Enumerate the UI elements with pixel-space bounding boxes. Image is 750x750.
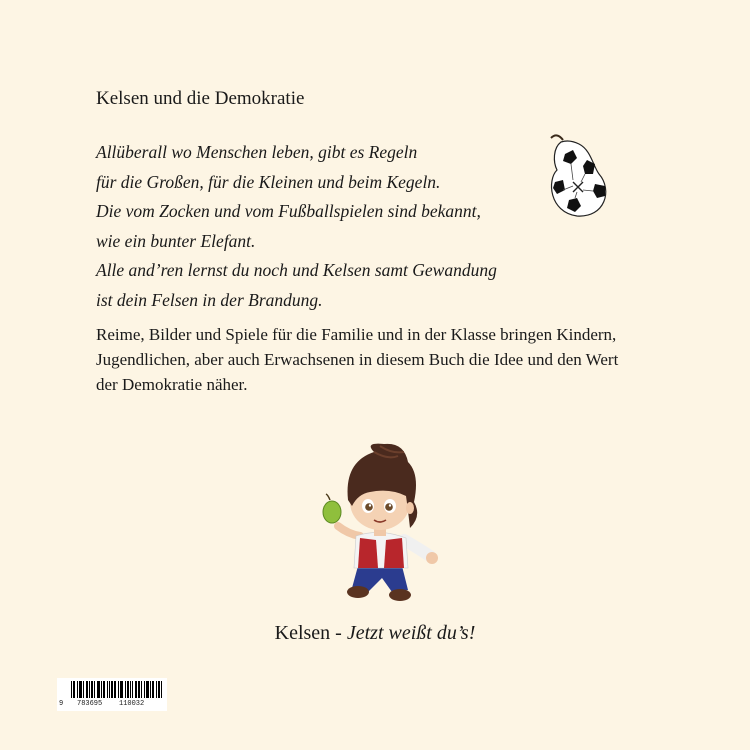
tagline xyxy=(0,622,750,645)
barcode-group-1: 783695 xyxy=(77,700,103,708)
description xyxy=(96,322,676,397)
barcode-bars xyxy=(71,681,163,698)
poem-line: ist dein Felsen in der Brandung. xyxy=(96,289,323,310)
poem-line: Allüberall wo Menschen leben, gibt es Regeln xyxy=(96,142,418,162)
description-line: Reime, Bilder und Spiele für die Familie und in der Klasse bringen Kindern, xyxy=(96,325,617,344)
tagline-slogan: Jetzt weißt du’s! xyxy=(346,622,476,644)
description-line: Jugendlichen, aber auch Erwachsenen in diesem Buch die Idee und den Wert xyxy=(96,350,619,369)
description-line: der Demokratie näher. xyxy=(96,375,248,394)
tagline-name: Kelsen - xyxy=(274,622,347,644)
kelsen-character-illustration xyxy=(318,440,443,605)
barcode-prefix: 9 xyxy=(59,700,64,708)
page-title: Kelsen und die Demokratie xyxy=(96,88,305,109)
poem-line: Alle and’ren lernst du noch und Kelsen samt Gewandung xyxy=(96,260,497,280)
isbn-barcode xyxy=(57,678,167,711)
poem xyxy=(96,138,497,315)
barcode-group-2: 110032 xyxy=(119,700,145,708)
poem-line: für die Großen, für die Kleinen und beim Kegeln. xyxy=(96,171,441,192)
soccer-ball-pear-icon xyxy=(543,130,613,220)
poem-line: wie ein bunter Elefant. xyxy=(96,230,256,251)
poem-line: Die vom Zocken und vom Fußballspielen sind bekannt, xyxy=(96,201,481,221)
